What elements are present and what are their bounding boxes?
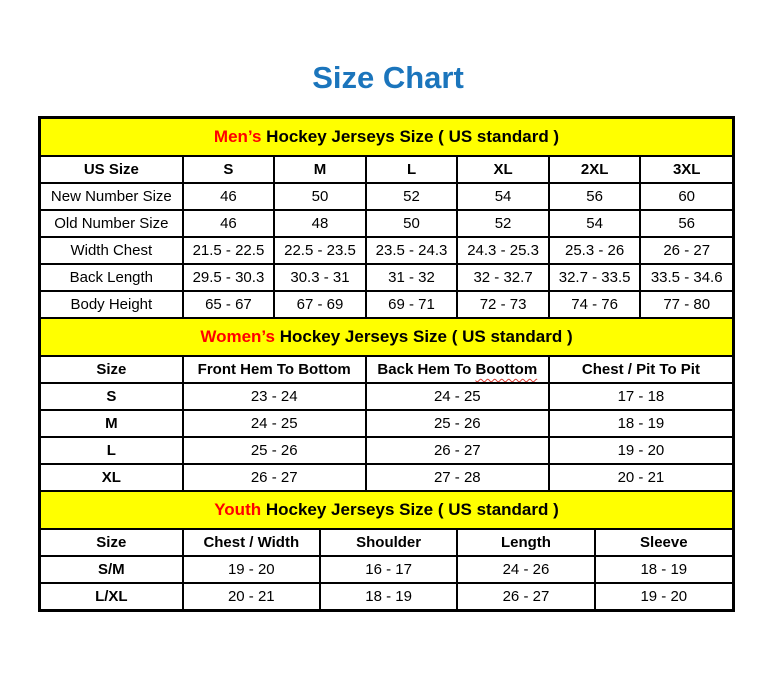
cell-value: 26 - 27 xyxy=(640,237,732,264)
column-header: L xyxy=(366,157,458,183)
cell-value: 29.5 - 30.3 xyxy=(183,264,275,291)
cell-value: 25.3 - 26 xyxy=(549,237,641,264)
table-row xyxy=(41,183,732,210)
cell-value: 25 - 26 xyxy=(366,410,549,437)
column-header: Shoulder xyxy=(320,530,457,556)
cell-value: 50 xyxy=(366,210,458,237)
page-title: Size Chart xyxy=(312,60,464,95)
section-header-youth xyxy=(41,490,732,530)
cell-value: 74 - 76 xyxy=(549,291,641,317)
cell-value: 54 xyxy=(457,183,549,210)
cell-value: 32.7 - 33.5 xyxy=(549,264,641,291)
row-label: L/XL xyxy=(41,583,183,609)
womens-table xyxy=(41,357,732,490)
cell-value: 77 - 80 xyxy=(663,296,711,313)
cell-value: 24 - 26 xyxy=(457,556,594,583)
cell-value: 60 xyxy=(640,183,732,210)
column-header: S xyxy=(183,157,275,183)
cell-value: 16 - 17 xyxy=(320,556,457,583)
cell-value: 24 - 25 xyxy=(366,383,549,410)
table-row xyxy=(41,464,732,490)
cell-value: 30.3 - 31 xyxy=(274,264,366,291)
column-header: Size xyxy=(41,357,183,383)
cell-value: 67 - 69 xyxy=(274,291,366,317)
cell-value: 23.5 - 24.3 xyxy=(366,237,458,264)
cell-value: 18 - 19 xyxy=(595,556,732,583)
youth-table xyxy=(41,530,732,609)
table-row xyxy=(41,583,732,609)
cell-value: 56 xyxy=(640,210,732,237)
column-header: Size xyxy=(41,530,183,556)
cell-value: 19 - 20 xyxy=(183,556,320,583)
column-header: XL xyxy=(457,157,549,183)
section-header-womens xyxy=(41,317,732,357)
cell-value: 19 - 20 xyxy=(549,437,732,464)
cell-value: 17 - 18 xyxy=(549,383,732,410)
cell-value: 52 xyxy=(457,210,549,237)
column-header: Chest / Width xyxy=(183,530,320,556)
column-header: 3XL xyxy=(640,157,732,183)
table-row xyxy=(41,210,732,237)
header-row xyxy=(41,157,732,183)
column-header: M xyxy=(274,157,366,183)
cell-value: 18 - 19 xyxy=(320,583,457,609)
cell-value: 26 - 27 xyxy=(366,437,549,464)
cell-value: 69 - 71 xyxy=(366,291,458,317)
row-label: S xyxy=(41,383,183,410)
cell-value: 52 xyxy=(366,183,458,210)
cell-value: 19 - 20 xyxy=(640,588,688,605)
cell-value: 33.5 - 34.6 xyxy=(640,264,732,291)
section-title-text: Hockey Jerseys Size ( US standard ) xyxy=(261,127,560,146)
table-row xyxy=(41,291,732,317)
mens-table xyxy=(41,157,732,317)
header-row xyxy=(41,530,732,556)
cell-value: 26 - 27 xyxy=(457,583,594,609)
table-row xyxy=(41,264,732,291)
cell-value: 21.5 - 22.5 xyxy=(183,237,275,264)
cell-value: 22.5 - 23.5 xyxy=(274,237,366,264)
table-row xyxy=(41,556,732,583)
section-title-text: Hockey Jerseys Size ( US standard ) xyxy=(261,500,559,519)
cell-value: 54 xyxy=(549,210,641,237)
cell-value: 23 - 24 xyxy=(183,383,366,410)
cell-value: 56 xyxy=(549,183,641,210)
row-label: XL xyxy=(41,464,183,490)
row-label: Body Height xyxy=(41,291,183,317)
cell-value: 46 xyxy=(183,183,275,210)
column-header: Back Hem To Boottom xyxy=(366,357,549,383)
table-row xyxy=(41,237,732,264)
row-label: Old Number Size xyxy=(41,210,183,237)
cell-value: 18 - 19 xyxy=(549,410,732,437)
table-row xyxy=(41,410,732,437)
cell-value: 24 - 25 xyxy=(183,410,366,437)
column-header: 2XL xyxy=(549,157,641,183)
row-label: L xyxy=(41,437,183,464)
section-header-mens xyxy=(41,119,732,157)
cell-value: 20 - 21 xyxy=(617,469,665,486)
cell-value: 65 - 67 xyxy=(183,291,275,317)
cell-value: 46 xyxy=(183,210,275,237)
row-label: Width Chest xyxy=(41,237,183,264)
section-title-highlight: Women’s xyxy=(200,327,275,346)
cell-value: 48 xyxy=(274,210,366,237)
cell-value: 26 - 27 xyxy=(183,464,366,490)
column-header: US Size xyxy=(41,157,183,183)
section-title-highlight: Youth xyxy=(214,500,262,519)
cell-value: 31 - 32 xyxy=(366,264,458,291)
column-header: Length xyxy=(457,530,594,556)
cell-value: 24.3 - 25.3 xyxy=(457,237,549,264)
cell-value: 20 - 21 xyxy=(183,583,320,609)
size-chart-table xyxy=(38,116,735,612)
column-header: Sleeve xyxy=(595,530,732,556)
cell-value: 27 - 28 xyxy=(366,464,549,490)
cell-value: 32 - 32.7 xyxy=(457,264,549,291)
header-row xyxy=(41,357,732,383)
table-row xyxy=(41,383,732,410)
row-label: Back Length xyxy=(41,264,183,291)
row-label: M xyxy=(41,410,183,437)
row-label: New Number Size xyxy=(41,183,183,210)
cell-value: 50 xyxy=(274,183,366,210)
cell-value: 72 - 73 xyxy=(457,291,549,317)
section-title-highlight: Men’s xyxy=(213,127,262,146)
column-header: Chest / Pit To Pit xyxy=(549,357,732,383)
table-row xyxy=(41,437,732,464)
misspelled-word: Boottom xyxy=(475,361,538,378)
column-header: Front Hem To Bottom xyxy=(183,357,366,383)
row-label: S/M xyxy=(41,556,183,583)
cell-value: 25 - 26 xyxy=(183,437,366,464)
section-title-text: Hockey Jerseys Size ( US standard ) xyxy=(274,327,573,346)
